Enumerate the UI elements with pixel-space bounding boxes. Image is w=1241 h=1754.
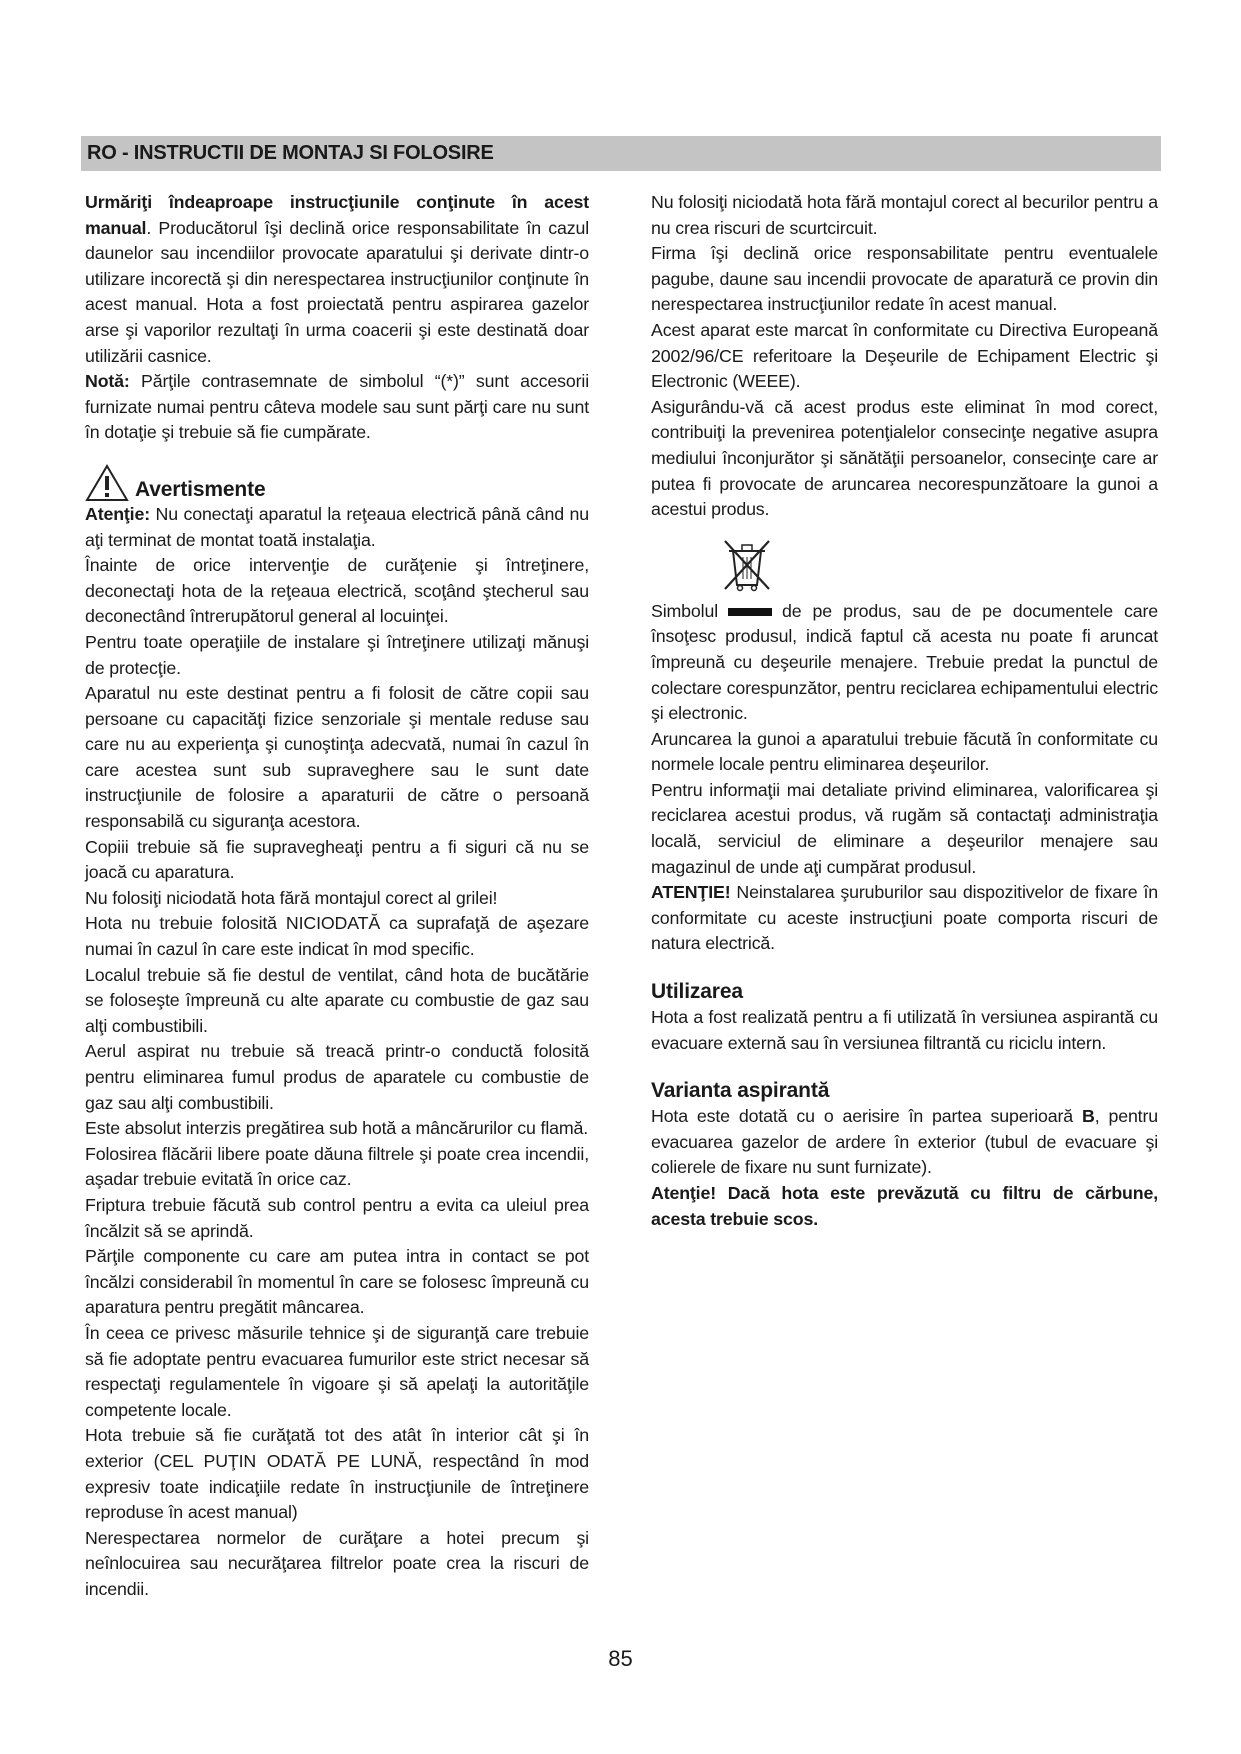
- usage-title: Utilizarea: [651, 980, 743, 1004]
- aspirant-text-1: Hota este dotată cu o aerisire în partea superioară: [651, 1106, 1083, 1127]
- symbol-prefix: Simbolul: [651, 600, 718, 621]
- attention-label: Atenţie:: [85, 503, 150, 524]
- attention-paragraph: [85, 502, 589, 553]
- warnings-title: Avertismente: [135, 477, 266, 501]
- warning-paragraph: Aparatul nu este destinat pentru a fi folosit de către copii sau persoane cu capacităţi fizice senzoriale şi mentale reduse sau care nu au experienţa şi cunoştinţa adecvată, numai în cazul în care acestea sunt sub supraveghere sau le sunt date instrucţiunile de folosire a aparaturii de către o persoană responsabilă cu siguranţa acestora.: [85, 683, 589, 832]
- electrical-attention-text: Neinstalarea şuruburilor sau dispozitivelor de fixare în conformitate cu aceste instrucţiuni poate comporta riscuri de natura electrică.: [651, 882, 1158, 954]
- warning-paragraph: Folosirea flăcării libere poate dăuna filtrele şi poate crea incendii, aşadar trebuie evitată în orice caz.: [85, 1143, 589, 1190]
- aspirant-text-2: , pentru evacuarea gazelor de ardere în exterior (tubul de evacuare şi colierele de fixare nu sunt furnizate).: [651, 1106, 1158, 1178]
- warning-paragraph: Înainte de orice intervenţie de curăţenie şi întreţinere, deconectaţi hota de la reţeaua electrică, scoţând ştecherul sau deconectând întrerupătorul general al locuinţei.: [85, 555, 589, 627]
- left-column: [85, 190, 589, 1602]
- electrical-attention-paragraph: [651, 880, 1158, 957]
- warning-paragraph: Nu folosiţi niciodată hota fără montajul corect al grilei!: [85, 887, 498, 908]
- warning-paragraph: Aerul aspirat nu trebuie să treacă printr-o conductă folosită pentru eliminarea fumul produs de aparatele cu combustie de gaz sau alţi combustibili.: [85, 1041, 589, 1113]
- warning-paragraph: Nerespectarea normelor de curăţare a hotei precum şi neînlocuirea sau necurăţarea filtrelor poate crea la riscuri de incendii.: [85, 1527, 589, 1599]
- aspirant-title: Varianta aspirantă: [651, 1079, 830, 1103]
- warning-paragraph: Părţile componente cu care am putea intra in contact se pot încălzi considerabil în momentul în care se folosesc împreună cu aparatura pentru pregătit mâncarea.: [85, 1246, 589, 1318]
- intro-text: . Producătorul îşi declină orice responsabilitate în cazul daunelor sau incendiilor provocate aparatului şi derivate dintr-o utilizare incorectă şi din nerespectarea instrucţiunilor conţinute în acest manual. Hota a fost proiectată pentru aspirarea gazelor arse şi vaporilor rezultaţi în urma coacerii şi este destinată doar utilizării casnice.: [85, 217, 589, 366]
- symbol-paragraph: [651, 599, 1158, 727]
- warnings-heading: [85, 460, 589, 502]
- intro-paragraph: [85, 190, 589, 369]
- aspirant-note: Atenţie! Dacă hota este prevăzută cu filtru de cărbune, acesta trebuie scos.: [651, 1183, 1158, 1229]
- info-paragraph: Firma îşi declină orice responsabilitate pentru eventualele pagube, daune sau incendii provocate de aparatură ce provin din nerespectarea instrucţiunilor redate în acest manual.: [651, 243, 1158, 315]
- warning-paragraph: Pentru toate operaţiile de instalare şi întreţinere utilizaţi mănuşi de protecţie.: [85, 631, 589, 678]
- page-number: 85: [608, 1646, 633, 1671]
- crossed-bin-icon: [715, 537, 779, 593]
- info-paragraph: Acest aparat este marcat în conformitate cu Directiva Europeană 2002/96/CE referitoare la Deşeurile de Echipament Electric şi Electronic (WEEE).: [651, 319, 1158, 392]
- attention-text: Nu conectaţi aparatul la reţeaua electrică până când nu aţi terminat de montat toată instalaţia.: [85, 503, 589, 550]
- info-paragraph: Nu folosiţi niciodată hota fără montajul corect al becurilor pentru a nu crea riscuri de scurtcircuit.: [651, 192, 1158, 238]
- warning-paragraph: În ceea ce privesc măsurile tehnice şi de siguranţă care trebuie să fie adoptate pentru evacuarea fumurilor este strict necesar să respectaţi regulamentele în vigoare şi să apelaţi la autorităţile competente locale.: [85, 1322, 589, 1420]
- info-paragraph: Pentru informaţii mai detaliate privind eliminarea, valorificarea şi reciclarea acestui produs, vă rugăm să contactaţi administraţia locală, serviciul de eliminare a deşeurilor menajere sau magazinul de unde aţi cumpărat produsul.: [651, 779, 1158, 877]
- section-title: RO - INSTRUCTII DE MONTAJ SI FOLOSIRE: [87, 142, 494, 164]
- weee-bar-icon: [728, 608, 772, 616]
- note-text: Părţile contrasemnate de simbolul “(*)” sunt accesorii furnizate numai pentru câteva modele sau sunt părţi care nu sunt în dotaţie şi trebuie să fie cumpărate.: [85, 371, 589, 443]
- warning-paragraph: Este absolut interzis pregătirea sub hotă a mâncărurilor cu flamă.: [85, 1118, 589, 1139]
- info-paragraph: Asigurându-vă că acest produs este eliminat în mod corect, contribuiţi la prevenirea potenţialelor consecinţe negative asupra mediului înconjurător şi sănătăţii persoanelor, consecinţe care ar putea fi provocate de aruncarea necorespunzătoare la gunoi a acestui produs.: [651, 396, 1158, 520]
- aspirant-label-b: B: [1082, 1106, 1095, 1127]
- electrical-attention-label: ATENŢIE!: [651, 882, 731, 903]
- intro-bold: Urmăriţi îndeaproape instrucţiunile conţinute în acest manual: [85, 192, 589, 238]
- section-header-bar: [81, 136, 1161, 171]
- note-paragraph: [85, 369, 589, 446]
- warning-paragraph: Copiii trebuie să fie supravegheaţi pentru a fi siguri că nu se joacă cu aparatura.: [85, 836, 589, 883]
- warning-paragraph: Hota trebuie să fie curăţată tot des atât în interior cât şi în exterior (CEL PUŢIN ODATĂ PE LUNĂ, respectând în mod expresiv toate indicaţiile redate în instrucţiunile de întreţinere reproduse în acest manual): [85, 1425, 589, 1523]
- right-column: [651, 190, 1158, 1232]
- info-paragraph: Aruncarea la gunoi a aparatului trebuie făcută în conformitate cu normele locale pentru eliminarea deşeurilor.: [651, 728, 1158, 775]
- aspirant-paragraph: [651, 1104, 1158, 1181]
- warning-triangle-icon: [85, 464, 129, 502]
- warning-paragraph: Localul trebuie să fie destul de ventilat, când hota de bucătărie se foloseşte împreună cu alte aparate cu combustie de gaz sau alţi combustibili.: [85, 964, 589, 1036]
- warning-paragraph: Friptura trebuie făcută sub control pentru a evita ca uleiul prea încălzit să se aprindă.: [85, 1194, 589, 1241]
- usage-paragraph: Hota a fost realizată pentru a fi utilizată în versiunea aspirantă cu evacuare externă sau în versiunea filtrantă cu riciclu intern.: [651, 1007, 1158, 1053]
- warning-paragraph: Hota nu trebuie folosită NICIODATĂ ca suprafaţă de aşezare numai în cazul în care este indicat în mod specific.: [85, 913, 589, 960]
- symbol-text: de pe produs, sau de pe documentele care însoţesc produsul, indică faptul că acesta nu poate fi aruncat împreună cu deşeurile menajere. Trebuie predat la punctul de colectare corespunzător, pentru reciclarea echipamentului electric şi electronic.: [651, 600, 1159, 724]
- note-label: Notă:: [85, 371, 130, 392]
